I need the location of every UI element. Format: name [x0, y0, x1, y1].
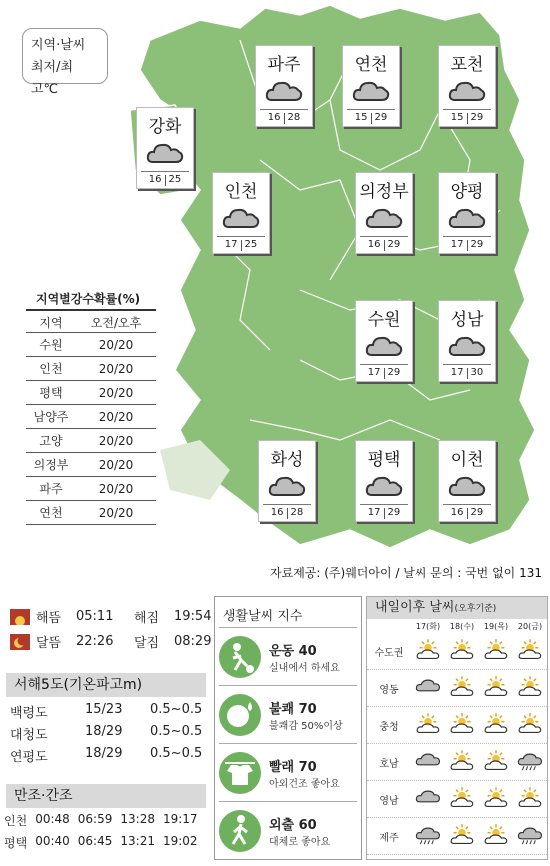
temp-divider [371, 113, 372, 124]
sun-cloud-icon [483, 713, 509, 735]
rain-prob: 20/20 [98, 482, 134, 496]
forecast-cell [411, 713, 445, 737]
temp-divider [287, 508, 288, 519]
rain-region: 수원 [39, 338, 63, 352]
rain-table-row [26, 453, 156, 477]
rain-region: 인천 [39, 362, 63, 376]
temp-low: 17 [450, 239, 464, 250]
cloud-icon [364, 473, 404, 499]
forecast-cell [479, 639, 513, 663]
forecast-day: 18(수) [449, 622, 475, 631]
cloud-icon [364, 205, 404, 231]
moonrise-label: 달뜸 [36, 636, 62, 651]
sweat-face-icon [219, 694, 261, 736]
sunrise-value: 05:11 [76, 609, 114, 624]
sunset-value: 19:54 [174, 609, 212, 624]
rain-region: 평택 [39, 386, 63, 400]
tide-time: 00:40 [35, 834, 70, 848]
city-card [355, 172, 413, 254]
legend-line-2: 최저/최고℃ [31, 60, 74, 97]
rain-table-row [26, 405, 156, 429]
sea-temp: 18/29 [85, 746, 123, 761]
city-temps [360, 236, 408, 251]
city-card [258, 440, 316, 522]
life-index-text [269, 640, 340, 674]
sea-wave: 0.5~0.5 [150, 724, 203, 739]
forecast-cell [411, 750, 445, 774]
life-index-item [219, 627, 357, 685]
forecast-row [367, 744, 547, 781]
forecast-row [367, 670, 547, 707]
life-index-item [219, 743, 357, 801]
forecast-region: 호남 [379, 758, 399, 770]
temp-high: 29 [387, 239, 401, 250]
sea-row [10, 702, 220, 721]
forecast-day: 19(목) [483, 622, 509, 631]
forecast-cell [411, 639, 445, 663]
life-index-label: 운동 40 [269, 643, 317, 659]
city-card [355, 300, 413, 382]
forecast-day: 17(화) [415, 622, 441, 631]
temp-low: 16 [367, 239, 381, 250]
temp-divider [467, 240, 468, 251]
forecast-cell [479, 787, 513, 811]
temp-high: 28 [290, 507, 304, 518]
data-source: 자료제공: (주)웨더아이 / 날씨 문의 : 국번 없이 131 [270, 566, 542, 580]
forecast-cell [479, 750, 513, 774]
city-name: 인천 [224, 182, 258, 202]
sun-cloud-icon [483, 787, 509, 809]
temp-low: 16 [450, 507, 464, 518]
temp-divider [384, 508, 385, 519]
city-card [212, 172, 270, 254]
legend-line-1: 지역·날씨 [31, 38, 86, 53]
sun-cloud-icon [483, 639, 509, 661]
forecast-region: 영동 [379, 684, 399, 696]
life-index-text [269, 698, 343, 732]
rain-table-row [26, 501, 156, 525]
city-name: 이천 [450, 450, 484, 470]
tide-row [4, 834, 198, 851]
city-name: 수원 [367, 310, 401, 330]
cloud-icon [264, 78, 304, 104]
moonrise-value: 22:26 [76, 634, 114, 649]
forecast-cell [445, 639, 479, 663]
forecast-region: 충청 [379, 721, 399, 733]
map-legend [22, 28, 108, 97]
city-temps [260, 109, 308, 124]
forecast-row [367, 781, 547, 818]
tide-time: 19:02 [162, 834, 198, 848]
city-temps [360, 504, 408, 519]
forecast-title-bar [367, 597, 547, 619]
rain-table-row [26, 333, 156, 357]
forecast-cell [479, 713, 513, 737]
city-temps [141, 171, 189, 186]
sea-temp: 18/29 [85, 724, 123, 739]
city-card [342, 45, 400, 127]
rain-table-row [26, 429, 156, 453]
tide-time: 13:21 [120, 834, 155, 848]
moonrise-icon [10, 634, 30, 650]
city-temps [443, 236, 491, 251]
temp-divider [467, 508, 468, 519]
forecast-cell [513, 824, 547, 848]
temp-low: 16 [270, 507, 284, 518]
moon-times-row [10, 632, 226, 651]
life-index-desc: 아외건조 좋아요 [269, 778, 340, 790]
moonset-value: 08:29 [174, 634, 212, 649]
sun-cloud-icon [517, 787, 543, 809]
life-index-desc: 실내에서 하세요 [269, 662, 340, 674]
city-temps [443, 364, 491, 379]
forecast-cell [513, 639, 547, 663]
temp-low: 15 [450, 112, 464, 123]
temp-high: 25 [168, 174, 182, 185]
life-index-item [219, 685, 357, 743]
forecast-cell [445, 676, 479, 700]
forecast-region: 수도권 [374, 647, 404, 659]
temp-high: 29 [470, 507, 484, 518]
cloud-icon [415, 787, 441, 809]
sea-temp: 15/23 [85, 702, 123, 717]
cloud-icon [447, 473, 487, 499]
sea-island: 대청도 [10, 728, 48, 743]
rain-prob: 20/20 [98, 434, 134, 448]
city-temps [263, 504, 311, 519]
city-name: 성남 [450, 310, 484, 330]
temp-low: 16 [267, 112, 281, 123]
temp-divider [467, 113, 468, 124]
cloud-icon [447, 205, 487, 231]
sun-cloud-icon [483, 824, 509, 846]
temp-high: 29 [470, 239, 484, 250]
sunset-label: 해짐 [134, 611, 160, 626]
cloud-icon [447, 78, 487, 104]
city-temps [217, 236, 265, 251]
forecast-cell [411, 824, 445, 848]
rain-cloud-icon [415, 824, 441, 846]
city-card [438, 45, 496, 127]
forecast-cell [513, 713, 547, 737]
rain-prob: 20/20 [98, 458, 134, 472]
tide-section-title: 만조·간조 [6, 784, 206, 808]
forecast-cell [445, 787, 479, 811]
forecast-row [367, 818, 547, 855]
sun-cloud-icon [449, 676, 475, 698]
forecast-cell [513, 676, 547, 700]
temp-low: 16 [148, 174, 162, 185]
forecast-cell [513, 750, 547, 774]
rain-table-row [26, 381, 156, 405]
tide-time: 06:59 [77, 812, 113, 826]
sunrise-icon [10, 609, 30, 625]
rain-header-region: 지역 [39, 316, 63, 330]
rain-region: 파주 [39, 482, 63, 496]
forecast-panel [366, 596, 548, 860]
cloud-icon [145, 140, 185, 166]
cloud-icon [221, 205, 261, 231]
cloud-icon [351, 78, 391, 104]
sea-section-title: 서해5도(기온파고m) [6, 673, 206, 697]
city-card [438, 172, 496, 254]
rain-region: 의정부 [33, 458, 69, 472]
life-index-label: 외출 60 [269, 817, 317, 833]
life-index-label: 불쾌 70 [269, 701, 317, 717]
forecast-days-header [367, 621, 547, 633]
city-name: 평택 [367, 450, 401, 470]
city-temps [443, 504, 491, 519]
temp-low: 17 [450, 367, 464, 378]
life-index-label: 빨래 70 [269, 759, 317, 775]
forecast-cell [479, 676, 513, 700]
cloud-icon [415, 676, 441, 698]
sea-row [10, 724, 220, 743]
temp-divider [384, 240, 385, 251]
city-name: 양평 [450, 182, 484, 202]
temp-divider [467, 368, 468, 379]
temp-low: 17 [224, 239, 238, 250]
temp-low: 17 [367, 367, 381, 378]
sun-cloud-icon [517, 639, 543, 661]
tide-place: 평택 [4, 836, 28, 850]
rain-region: 연천 [39, 506, 63, 520]
temp-divider [241, 240, 242, 251]
rain-prob: 20/20 [98, 410, 134, 424]
tide-time: 00:48 [35, 812, 70, 826]
rain-prob: 20/20 [98, 506, 134, 520]
rain-table-title: 지역별강수확률(%) [36, 292, 141, 306]
city-name: 포천 [450, 55, 484, 75]
tide-time: 19:17 [162, 812, 198, 826]
life-index-title: 생활날씨 지수 [223, 609, 303, 624]
sun-cloud-icon [415, 639, 441, 661]
temp-high: 30 [470, 367, 484, 378]
city-card [438, 300, 496, 382]
city-name: 연천 [354, 55, 388, 75]
cloud-icon [364, 333, 404, 359]
temp-high: 25 [244, 239, 258, 250]
walking-person-icon [219, 810, 261, 852]
sea-wave: 0.5~0.5 [150, 702, 203, 717]
rain-table-row [26, 357, 156, 381]
forecast-row [367, 707, 547, 744]
forecast-cell [479, 824, 513, 848]
sun-cloud-icon [517, 676, 543, 698]
sun-cloud-icon [449, 713, 475, 735]
city-name: 강화 [148, 117, 182, 137]
life-index-desc: 대체로 좋아요 [269, 836, 331, 848]
cloud-icon [415, 750, 441, 772]
tide-place: 인천 [4, 814, 28, 828]
forecast-cell [411, 676, 445, 700]
tide-time: 06:45 [77, 834, 113, 848]
city-card [438, 440, 496, 522]
city-temps [443, 109, 491, 124]
city-card [136, 107, 194, 189]
city-card [355, 440, 413, 522]
forecast-cell [445, 750, 479, 774]
sunrise-label: 해뜸 [36, 611, 62, 626]
sun-times-row [10, 607, 226, 626]
rain-region: 남양주 [33, 410, 69, 424]
temp-high: 28 [287, 112, 301, 123]
forecast-row [367, 633, 547, 670]
shirt-icon [219, 752, 261, 794]
city-temps [347, 109, 395, 124]
sun-cloud-icon [415, 713, 441, 735]
temp-divider [284, 113, 285, 124]
moonset-label: 달짐 [134, 636, 160, 651]
temp-high: 29 [387, 507, 401, 518]
temp-low: 17 [367, 507, 381, 518]
rain-table-row [26, 477, 156, 501]
rain-prob: 20/20 [98, 362, 134, 376]
forecast-day: 20(금) [517, 622, 543, 631]
forecast-cell [445, 713, 479, 737]
sea-island: 연평도 [10, 750, 48, 765]
temp-high: 29 [387, 367, 401, 378]
life-index-item [219, 801, 357, 859]
sun-cloud-icon [449, 750, 475, 772]
sun-cloud-icon [517, 713, 543, 735]
life-index-panel [214, 596, 362, 860]
sun-cloud-icon [449, 787, 475, 809]
sea-wave: 0.5~0.5 [150, 746, 203, 761]
temp-divider [384, 368, 385, 379]
city-name: 화성 [270, 450, 304, 470]
sun-cloud-icon [483, 750, 509, 772]
city-name: 파주 [267, 55, 301, 75]
cloud-icon [447, 333, 487, 359]
rain-cloud-icon [517, 824, 543, 846]
rain-table-header [26, 309, 156, 333]
rain-prob: 20/20 [98, 386, 134, 400]
forecast-cell [513, 787, 547, 811]
rain-prob: 20/20 [98, 338, 134, 352]
city-card [255, 45, 313, 127]
tide-row [4, 812, 198, 829]
sun-cloud-icon [449, 639, 475, 661]
rain-cloud-icon [517, 750, 543, 772]
temp-high: 29 [374, 112, 388, 123]
life-index-text [269, 756, 340, 790]
rain-header-ampm: 오전/오후 [90, 316, 142, 330]
life-index-text [269, 814, 330, 848]
temp-divider [165, 175, 166, 186]
rain-region: 고양 [39, 434, 63, 448]
tide-time: 13:28 [120, 812, 155, 826]
forecast-region: 영남 [379, 795, 399, 807]
forecast-subtitle: (오후기준) [454, 604, 497, 614]
forecast-title: 내일이후 날씨 [375, 600, 455, 615]
city-temps [360, 364, 408, 379]
forecast-cell [411, 787, 445, 811]
sea-row [10, 746, 220, 765]
forecast-cell [445, 824, 479, 848]
sea-island: 백령도 [10, 706, 48, 721]
rain-probability-table [26, 290, 156, 525]
cloud-icon [267, 473, 307, 499]
city-name: 의정부 [359, 182, 409, 202]
temp-high: 29 [470, 112, 484, 123]
life-index-desc: 불쾌감 50%이상 [269, 720, 343, 732]
sun-cloud-icon [449, 824, 475, 846]
soccer-icon [219, 636, 261, 678]
temp-low: 15 [354, 112, 368, 123]
forecast-region: 제주 [379, 832, 399, 844]
sun-cloud-icon [483, 676, 509, 698]
